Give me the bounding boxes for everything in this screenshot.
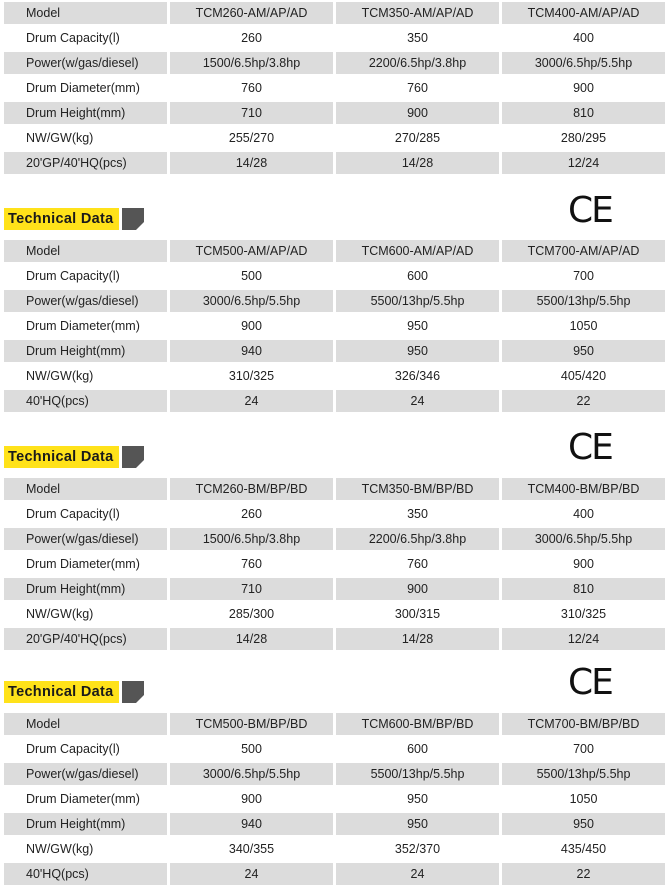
row-label: Drum Capacity(l): [4, 27, 167, 49]
table-cell: 1500/6.5hp/3.8hp: [170, 52, 333, 74]
table-cell: 700: [502, 265, 665, 287]
table-cell: 600: [336, 738, 499, 760]
table-cell: 950: [502, 813, 665, 835]
table-cell: 1050: [502, 788, 665, 810]
row-label: Power(w/gas/diesel): [4, 290, 167, 312]
section-title: Technical Data: [4, 208, 119, 230]
section-header: [4, 681, 144, 703]
section-title: Technical Data: [4, 446, 119, 468]
table-cell: 760: [170, 553, 333, 575]
table-cell: 24: [336, 863, 499, 885]
spec-table-3: [4, 478, 664, 650]
spec-table-2: [4, 240, 664, 412]
row-label: 20'GP/40'HQ(pcs): [4, 152, 167, 174]
table-cell: 810: [502, 578, 665, 600]
row-label: 20'GP/40'HQ(pcs): [4, 628, 167, 650]
tab-marker-icon: [122, 446, 144, 468]
row-label: 40'HQ(pcs): [4, 863, 167, 885]
table-cell: 352/370: [336, 838, 499, 860]
table-cell: TCM400-BM/BP/BD: [502, 478, 665, 500]
table-cell: 500: [170, 738, 333, 760]
table-cell: TCM700-AM/AP/AD: [502, 240, 665, 262]
table-cell: 950: [336, 340, 499, 362]
table-cell: 950: [336, 788, 499, 810]
table-cell: 950: [336, 315, 499, 337]
table-cell: 3000/6.5hp/5.5hp: [170, 290, 333, 312]
table-cell: TCM500-BM/BP/BD: [170, 713, 333, 735]
table-cell: 12/24: [502, 628, 665, 650]
table-cell: 14/28: [336, 628, 499, 650]
table-cell: 280/295: [502, 127, 665, 149]
table-cell: 260: [170, 503, 333, 525]
table-cell: TCM700-BM/BP/BD: [502, 713, 665, 735]
row-label: Model: [4, 713, 167, 735]
row-label: 40'HQ(pcs): [4, 390, 167, 412]
table-cell: 2200/6.5hp/3.8hp: [336, 52, 499, 74]
table-cell: 12/24: [502, 152, 665, 174]
table-cell: 400: [502, 503, 665, 525]
table-cell: 2200/6.5hp/3.8hp: [336, 528, 499, 550]
table-cell: TCM260-AM/AP/AD: [170, 2, 333, 24]
table-cell: 285/300: [170, 603, 333, 625]
row-label: Power(w/gas/diesel): [4, 528, 167, 550]
table-cell: 5500/13hp/5.5hp: [336, 290, 499, 312]
spec-table-1: [4, 2, 664, 174]
table-cell: TCM260-BM/BP/BD: [170, 478, 333, 500]
table-cell: 710: [170, 578, 333, 600]
table-cell: 900: [502, 77, 665, 99]
row-label: NW/GW(kg): [4, 603, 167, 625]
row-label: Drum Diameter(mm): [4, 788, 167, 810]
table-cell: 700: [502, 738, 665, 760]
table-cell: 710: [170, 102, 333, 124]
row-label: Drum Capacity(l): [4, 738, 167, 760]
row-label: Drum Height(mm): [4, 813, 167, 835]
table-cell: 350: [336, 27, 499, 49]
table-cell: 14/28: [336, 152, 499, 174]
table-cell: TCM350-BM/BP/BD: [336, 478, 499, 500]
table-cell: 22: [502, 390, 665, 412]
section-header: [4, 446, 144, 468]
table-cell: 255/270: [170, 127, 333, 149]
table-cell: TCM400-AM/AP/AD: [502, 2, 665, 24]
row-label: Drum Height(mm): [4, 578, 167, 600]
row-label: NW/GW(kg): [4, 365, 167, 387]
table-cell: 950: [336, 813, 499, 835]
table-cell: 5500/13hp/5.5hp: [502, 290, 665, 312]
spec-table-4: [4, 713, 664, 885]
table-cell: 310/325: [170, 365, 333, 387]
row-label: Drum Capacity(l): [4, 265, 167, 287]
table-cell: 760: [336, 77, 499, 99]
table-cell: 900: [170, 315, 333, 337]
row-label: Drum Capacity(l): [4, 503, 167, 525]
table-cell: 24: [336, 390, 499, 412]
ce-mark: CE: [568, 662, 612, 703]
table-cell: 350: [336, 503, 499, 525]
table-cell: 14/28: [170, 628, 333, 650]
row-label: Drum Height(mm): [4, 102, 167, 124]
table-cell: 760: [336, 553, 499, 575]
row-label: Drum Diameter(mm): [4, 77, 167, 99]
row-label: Power(w/gas/diesel): [4, 763, 167, 785]
table-cell: 810: [502, 102, 665, 124]
tab-marker-icon: [122, 208, 144, 230]
table-cell: 340/355: [170, 838, 333, 860]
table-cell: 5500/13hp/5.5hp: [502, 763, 665, 785]
row-label: Model: [4, 478, 167, 500]
table-cell: TCM500-AM/AP/AD: [170, 240, 333, 262]
table-cell: 5500/13hp/5.5hp: [336, 763, 499, 785]
table-cell: 900: [336, 102, 499, 124]
row-label: Model: [4, 2, 167, 24]
table-cell: 900: [502, 553, 665, 575]
table-cell: 326/346: [336, 365, 499, 387]
row-label: NW/GW(kg): [4, 127, 167, 149]
table-cell: 300/315: [336, 603, 499, 625]
table-cell: TCM600-BM/BP/BD: [336, 713, 499, 735]
section-header: [4, 208, 144, 230]
table-cell: 3000/6.5hp/5.5hp: [170, 763, 333, 785]
table-cell: 24: [170, 863, 333, 885]
table-cell: 310/325: [502, 603, 665, 625]
tab-marker-icon: [122, 681, 144, 703]
section-title: Technical Data: [4, 681, 119, 703]
table-cell: 14/28: [170, 152, 333, 174]
table-cell: 940: [170, 340, 333, 362]
ce-mark: CE: [568, 427, 612, 468]
table-cell: 760: [170, 77, 333, 99]
table-cell: 900: [336, 578, 499, 600]
table-cell: 940: [170, 813, 333, 835]
row-label: Drum Height(mm): [4, 340, 167, 362]
table-cell: 260: [170, 27, 333, 49]
table-cell: 3000/6.5hp/5.5hp: [502, 528, 665, 550]
row-label: NW/GW(kg): [4, 838, 167, 860]
table-cell: 600: [336, 265, 499, 287]
table-cell: 400: [502, 27, 665, 49]
table-cell: TCM350-AM/AP/AD: [336, 2, 499, 24]
ce-mark: CE: [568, 190, 612, 231]
table-cell: TCM600-AM/AP/AD: [336, 240, 499, 262]
table-cell: 1500/6.5hp/3.8hp: [170, 528, 333, 550]
row-label: Drum Diameter(mm): [4, 553, 167, 575]
table-cell: 950: [502, 340, 665, 362]
table-cell: 1050: [502, 315, 665, 337]
row-label: Power(w/gas/diesel): [4, 52, 167, 74]
table-cell: 3000/6.5hp/5.5hp: [502, 52, 665, 74]
table-cell: 900: [170, 788, 333, 810]
table-cell: 435/450: [502, 838, 665, 860]
table-cell: 405/420: [502, 365, 665, 387]
table-cell: 24: [170, 390, 333, 412]
table-cell: 22: [502, 863, 665, 885]
table-cell: 270/285: [336, 127, 499, 149]
table-cell: 500: [170, 265, 333, 287]
row-label: Drum Diameter(mm): [4, 315, 167, 337]
row-label: Model: [4, 240, 167, 262]
